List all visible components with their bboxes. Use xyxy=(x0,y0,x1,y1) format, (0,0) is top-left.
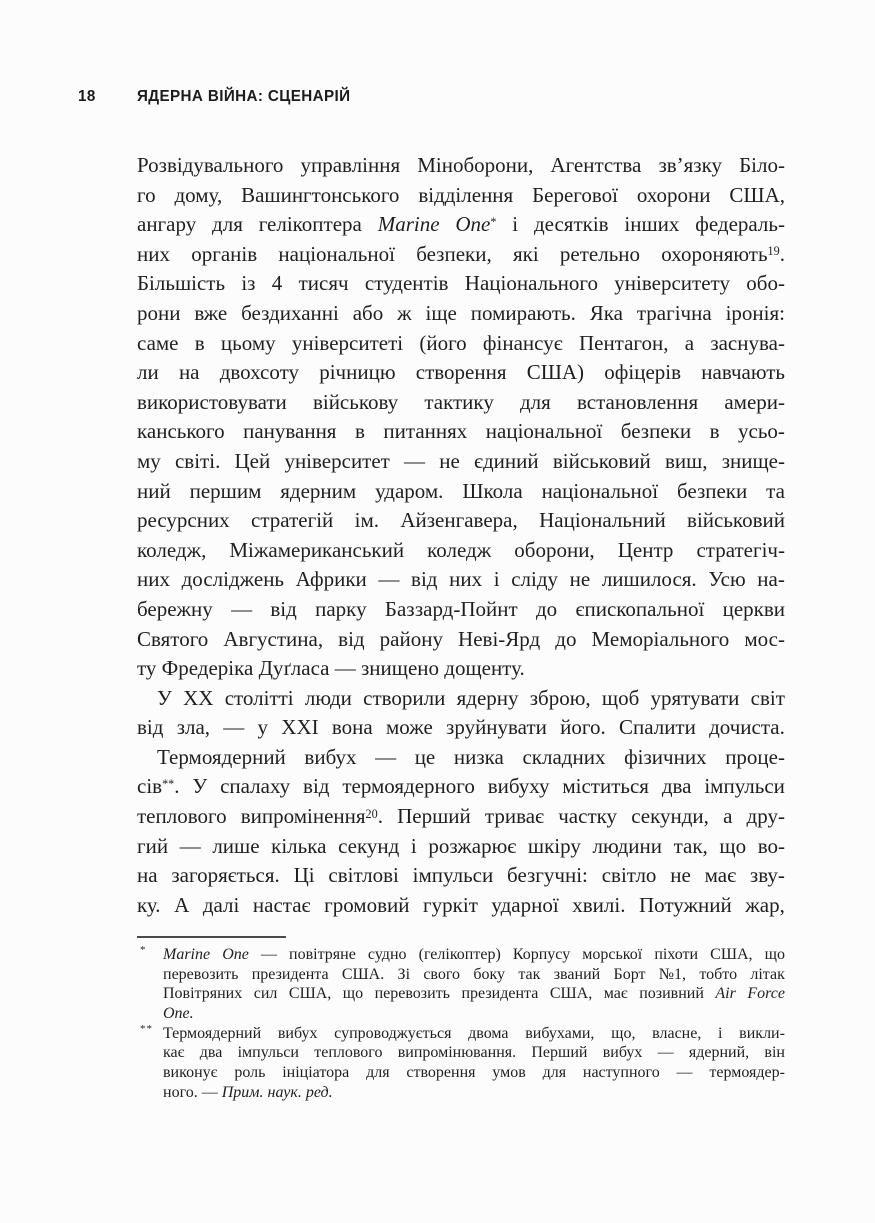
text-line: ангару для гелікоптера Marine One* і десятків інших федераль- xyxy=(137,212,785,237)
text-line: перевозить президента США. Зі свого боку так званий Борт №1, тобто літак xyxy=(163,965,785,983)
text-line: Термоядерний вибух супроводжується двома вибухами, що, власне, і викли- xyxy=(163,1024,785,1042)
text-line: One. xyxy=(163,1005,194,1023)
running-title: ЯДЕРНА ВІЙНА: СЦЕНАРІЙ xyxy=(137,88,351,105)
text-line: Повітряних сил США, що перевозить президента США, має позивний Air Force xyxy=(163,985,785,1003)
text-line: Термоядерний вибух — це низка складних фізичних проце- xyxy=(157,744,785,769)
text-line: бережну — від парку Баззард-Пойнт до єпископальної церкви xyxy=(137,596,785,621)
text-line: гий — лише кілька секунд і розжарює шкіру людини так, що во- xyxy=(137,833,785,858)
body-text xyxy=(137,151,785,920)
text-line: му світі. Цей університет — не єдиний військовий виш, знище- xyxy=(137,448,785,473)
text-line: ку. А далі настає громовий гуркіт ударної хвилі. Потужний жар, xyxy=(137,892,785,917)
text-line: го дому, Вашингтонського відділення Берегової охорони США, xyxy=(137,182,785,207)
text-line: саме в цьому університеті (його фінансує Пентагон, а заснува- xyxy=(137,330,785,355)
text-line: них органів національної безпеки, які ретельно охороняють$^{19}$. xyxy=(137,241,785,266)
text-line: на загоряється. Ці світлові імпульси безгучні: світло не має зву- xyxy=(137,863,785,888)
text-line: виконує роль ініціатора для створення умов для наступного — термоядер- xyxy=(163,1064,785,1082)
text-line: У XX столітті люди створили ядерну зброю, щоб урятувати світ xyxy=(157,685,785,710)
footnote-divider xyxy=(137,936,286,938)
page-number: 18 xyxy=(78,88,96,105)
text-line: ний першим ядерним ударом. Школа національної безпеки та xyxy=(137,478,785,503)
text-line: канського панування в питаннях національної безпеки в усьо- xyxy=(137,419,785,444)
text-line: Більшість із 4 тисяч студентів Національного університету обо- xyxy=(137,271,785,296)
footnote xyxy=(137,945,785,1024)
text-line: кає два імпульси теплового випромінювання. Перший вибух — ядерний, він xyxy=(163,1044,785,1062)
text-line: Marine One — повітряне судно (гелікоптер) Корпусу морської піхоти США, що xyxy=(163,946,785,963)
text-line: теплового випромінення$^{20}$. Перший триває частку секунди, а дру- xyxy=(137,804,785,829)
running-header xyxy=(0,88,875,110)
text-line: від зла, — у XXI вона може зруйнувати його. Спалити дочиста. xyxy=(137,715,785,740)
text-line: ли на двохсоту річницю створення США) офіцерів навчають xyxy=(137,360,785,385)
footnote xyxy=(137,1024,785,1103)
text-line: сів**. У спалаху від термоядерного вибуху міститься два імпульси xyxy=(137,774,785,799)
footnote-marker: ** xyxy=(140,1022,153,1035)
footnotes xyxy=(137,945,785,1103)
text-line: використовувати військову тактику для встановлення амери- xyxy=(137,389,785,414)
text-line: коледж, Міжамериканський коледж оборони, Центр стратегіч- xyxy=(137,537,785,562)
text-line: них досліджень Африки — від них і сліду не лишилося. Усю на- xyxy=(137,567,785,592)
text-line: Святого Августина, від району Неві-Ярд до Меморіального мос- xyxy=(137,626,785,651)
text-line: Розвідувального управління Міноборони, Агентства зв’язку Біло- xyxy=(137,153,785,177)
text-line: рони вже бездиханні або ж іще помирають. Яка трагічна іронія: xyxy=(137,300,785,325)
footnote-marker: * xyxy=(140,944,147,956)
text-line: ту Фредеріка Дуґласа — знищено дощенту. xyxy=(137,656,525,681)
text-line: ресурсних стратегій ім. Айзенгавера, Національний військовий xyxy=(137,508,785,533)
text-line: ного. — Прим. наук. ред. xyxy=(163,1083,333,1101)
